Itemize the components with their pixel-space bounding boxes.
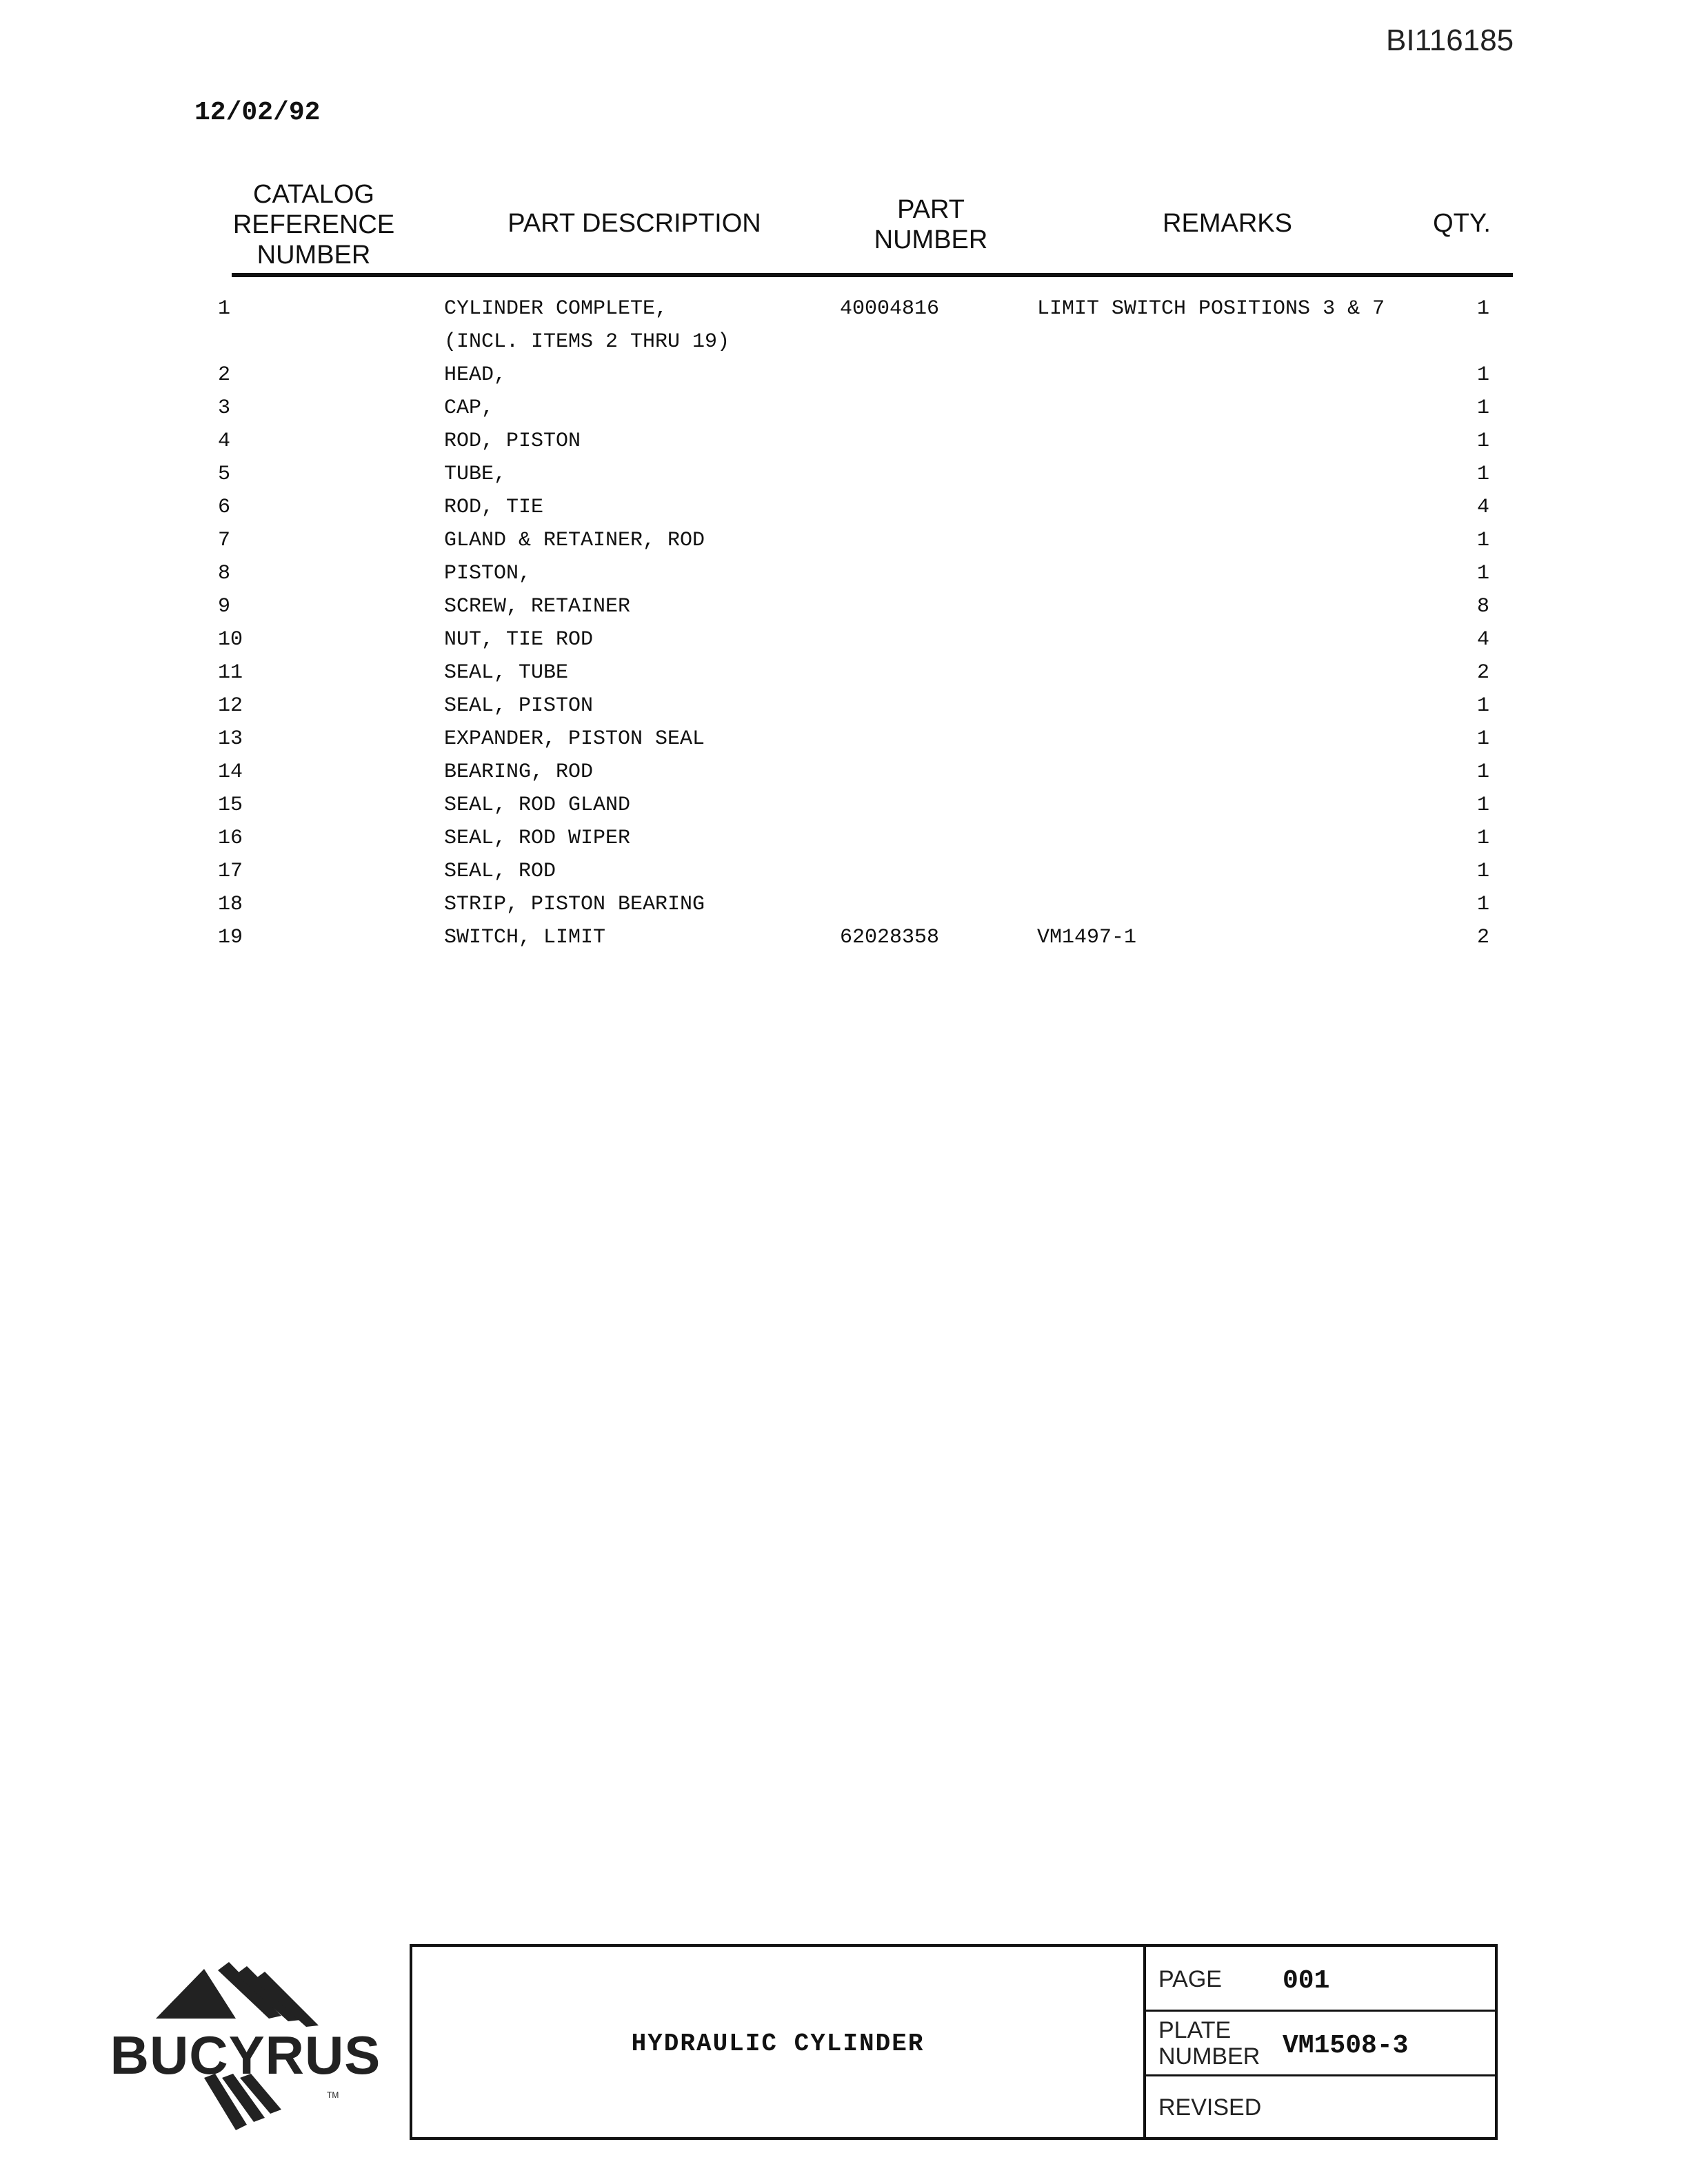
bucyrus-logo <box>101 1955 390 2162</box>
table-row <box>0 694 1688 727</box>
part-description-cell: SCREW, RETAINER <box>444 595 631 618</box>
qty-cell: 1 <box>1476 529 1489 552</box>
part-description-cell: (INCL. ITEMS 2 THRU 19) <box>444 330 730 354</box>
qty-cell: 1 <box>1476 827 1489 850</box>
page-cell <box>1146 1947 1495 2012</box>
header-catalog-line-1: CATALOG <box>253 180 374 209</box>
header-part-number <box>841 194 1021 255</box>
part-description-cell: NUT, TIE ROD <box>444 628 594 651</box>
table-row <box>0 826 1688 859</box>
table-row <box>0 660 1688 694</box>
table-row <box>0 627 1688 660</box>
part-description-cell: TUBE, <box>444 463 507 486</box>
qty-cell: 2 <box>1476 661 1489 685</box>
part-description-cell: CAP, <box>444 396 494 420</box>
table-row <box>0 760 1688 793</box>
table-row <box>0 561 1688 594</box>
table-row <box>0 892 1688 925</box>
table-row <box>0 429 1688 462</box>
revised-cell <box>1146 2076 1495 2137</box>
document-id: BI116185 <box>1386 23 1514 57</box>
header-catalog-reference-number <box>207 179 421 270</box>
table-row <box>0 793 1688 826</box>
part-description-cell: BEARING, ROD <box>444 760 594 784</box>
table-row <box>0 727 1688 760</box>
catalog-ref-cell: 1 <box>218 297 231 321</box>
qty-cell: 2 <box>1476 926 1489 949</box>
header-remarks: REMARKS <box>1163 209 1292 238</box>
catalog-ref-cell: 11 <box>218 661 243 685</box>
part-description-cell: ROD, TIE <box>444 496 544 519</box>
header-part-number-line-1: PART <box>897 195 965 224</box>
qty-cell: 8 <box>1476 595 1489 618</box>
plate-label-line-2: NUMBER <box>1158 2043 1260 2070</box>
header-catalog-line-2: REFERENCE <box>232 210 395 239</box>
catalog-ref-cell: 12 <box>218 694 243 718</box>
part-description-cell: SEAL, ROD GLAND <box>444 793 631 817</box>
part-description-cell: HEAD, <box>444 363 507 387</box>
part-number-cell: 40004816 <box>840 297 940 321</box>
part-description-cell: PISTON, <box>444 562 532 585</box>
catalog-ref-cell: 14 <box>218 760 243 784</box>
header-divider <box>232 273 1513 277</box>
catalog-ref-cell: 16 <box>218 827 243 850</box>
remarks-cell: VM1497-1 <box>1037 926 1137 949</box>
qty-cell: 1 <box>1476 760 1489 784</box>
qty-cell: 1 <box>1476 793 1489 817</box>
part-description-cell: SEAL, TUBE <box>444 661 569 685</box>
qty-cell: 1 <box>1476 860 1489 883</box>
catalog-ref-cell: 10 <box>218 628 243 651</box>
header-qty: QTY. <box>1433 209 1491 238</box>
plate-number-cell <box>1146 2012 1495 2076</box>
page-value: 001 <box>1283 1966 1330 1996</box>
qty-cell: 1 <box>1476 893 1489 916</box>
catalog-ref-cell: 9 <box>218 595 231 618</box>
part-description-cell: EXPANDER, PISTON SEAL <box>444 727 705 751</box>
table-row <box>0 462 1688 495</box>
table-row <box>0 528 1688 561</box>
part-description-cell: SWITCH, LIMIT <box>444 926 606 949</box>
catalog-ref-cell: 19 <box>218 926 243 949</box>
part-description-cell: ROD, PISTON <box>444 429 581 453</box>
catalog-ref-cell: 8 <box>218 562 231 585</box>
qty-cell: 1 <box>1476 694 1489 718</box>
table-row <box>0 296 1688 330</box>
drawing-title: HYDRAULIC CYLINDER <box>631 2030 925 2058</box>
part-description-cell: GLAND & RETAINER, ROD <box>444 529 705 552</box>
qty-cell: 1 <box>1476 562 1489 585</box>
part-description-cell: STRIP, PISTON BEARING <box>444 893 705 916</box>
qty-cell: 1 <box>1476 727 1489 751</box>
header-catalog-line-3: NUMBER <box>257 241 371 270</box>
catalog-ref-cell: 2 <box>218 363 231 387</box>
plate-label-line-1: PLATE <box>1158 2017 1232 2043</box>
document-date: 12/02/92 <box>194 98 321 128</box>
table-row <box>0 495 1688 528</box>
logo-wordmark: BUCYRUS <box>110 2025 381 2085</box>
plate-number-value: VM1508-3 <box>1283 2031 1409 2061</box>
qty-cell: 1 <box>1476 363 1489 387</box>
qty-cell: 1 <box>1476 396 1489 420</box>
table-row <box>0 594 1688 627</box>
title-block-info <box>1143 1947 1495 2137</box>
catalog-ref-cell: 4 <box>218 429 231 453</box>
table-row <box>0 925 1688 958</box>
logo-trademark: TM <box>327 2090 339 2100</box>
table-row <box>0 330 1688 363</box>
qty-cell: 4 <box>1476 628 1489 651</box>
revised-label: REVISED <box>1158 2094 1262 2121</box>
remarks-cell: LIMIT SWITCH POSITIONS 3 & 7 <box>1037 297 1385 321</box>
qty-cell: 1 <box>1476 297 1489 321</box>
header-part-number-line-2: NUMBER <box>874 225 988 254</box>
catalog-ref-cell: 7 <box>218 529 231 552</box>
catalog-ref-cell: 18 <box>218 893 243 916</box>
catalog-ref-cell: 17 <box>218 860 243 883</box>
title-block <box>410 1944 1498 2140</box>
catalog-ref-cell: 3 <box>218 396 231 420</box>
qty-cell: 4 <box>1476 496 1489 519</box>
qty-cell: 1 <box>1476 463 1489 486</box>
table-row <box>0 396 1688 429</box>
part-description-cell: SEAL, ROD <box>444 860 556 883</box>
part-description-cell: SEAL, ROD WIPER <box>444 827 631 850</box>
table-row <box>0 363 1688 396</box>
parts-list <box>0 296 1688 958</box>
part-description-cell: CYLINDER COMPLETE, <box>444 297 668 321</box>
header-part-description: PART DESCRIPTION <box>508 209 761 238</box>
catalog-ref-cell: 5 <box>218 463 231 486</box>
part-number-cell: 62028358 <box>840 926 940 949</box>
catalog-ref-cell: 13 <box>218 727 243 751</box>
page-label: PAGE <box>1158 1966 1222 1992</box>
part-description-cell: SEAL, PISTON <box>444 694 594 718</box>
catalog-ref-cell: 15 <box>218 793 243 817</box>
qty-cell: 1 <box>1476 429 1489 453</box>
table-row <box>0 859 1688 892</box>
catalog-ref-cell: 6 <box>218 496 231 519</box>
